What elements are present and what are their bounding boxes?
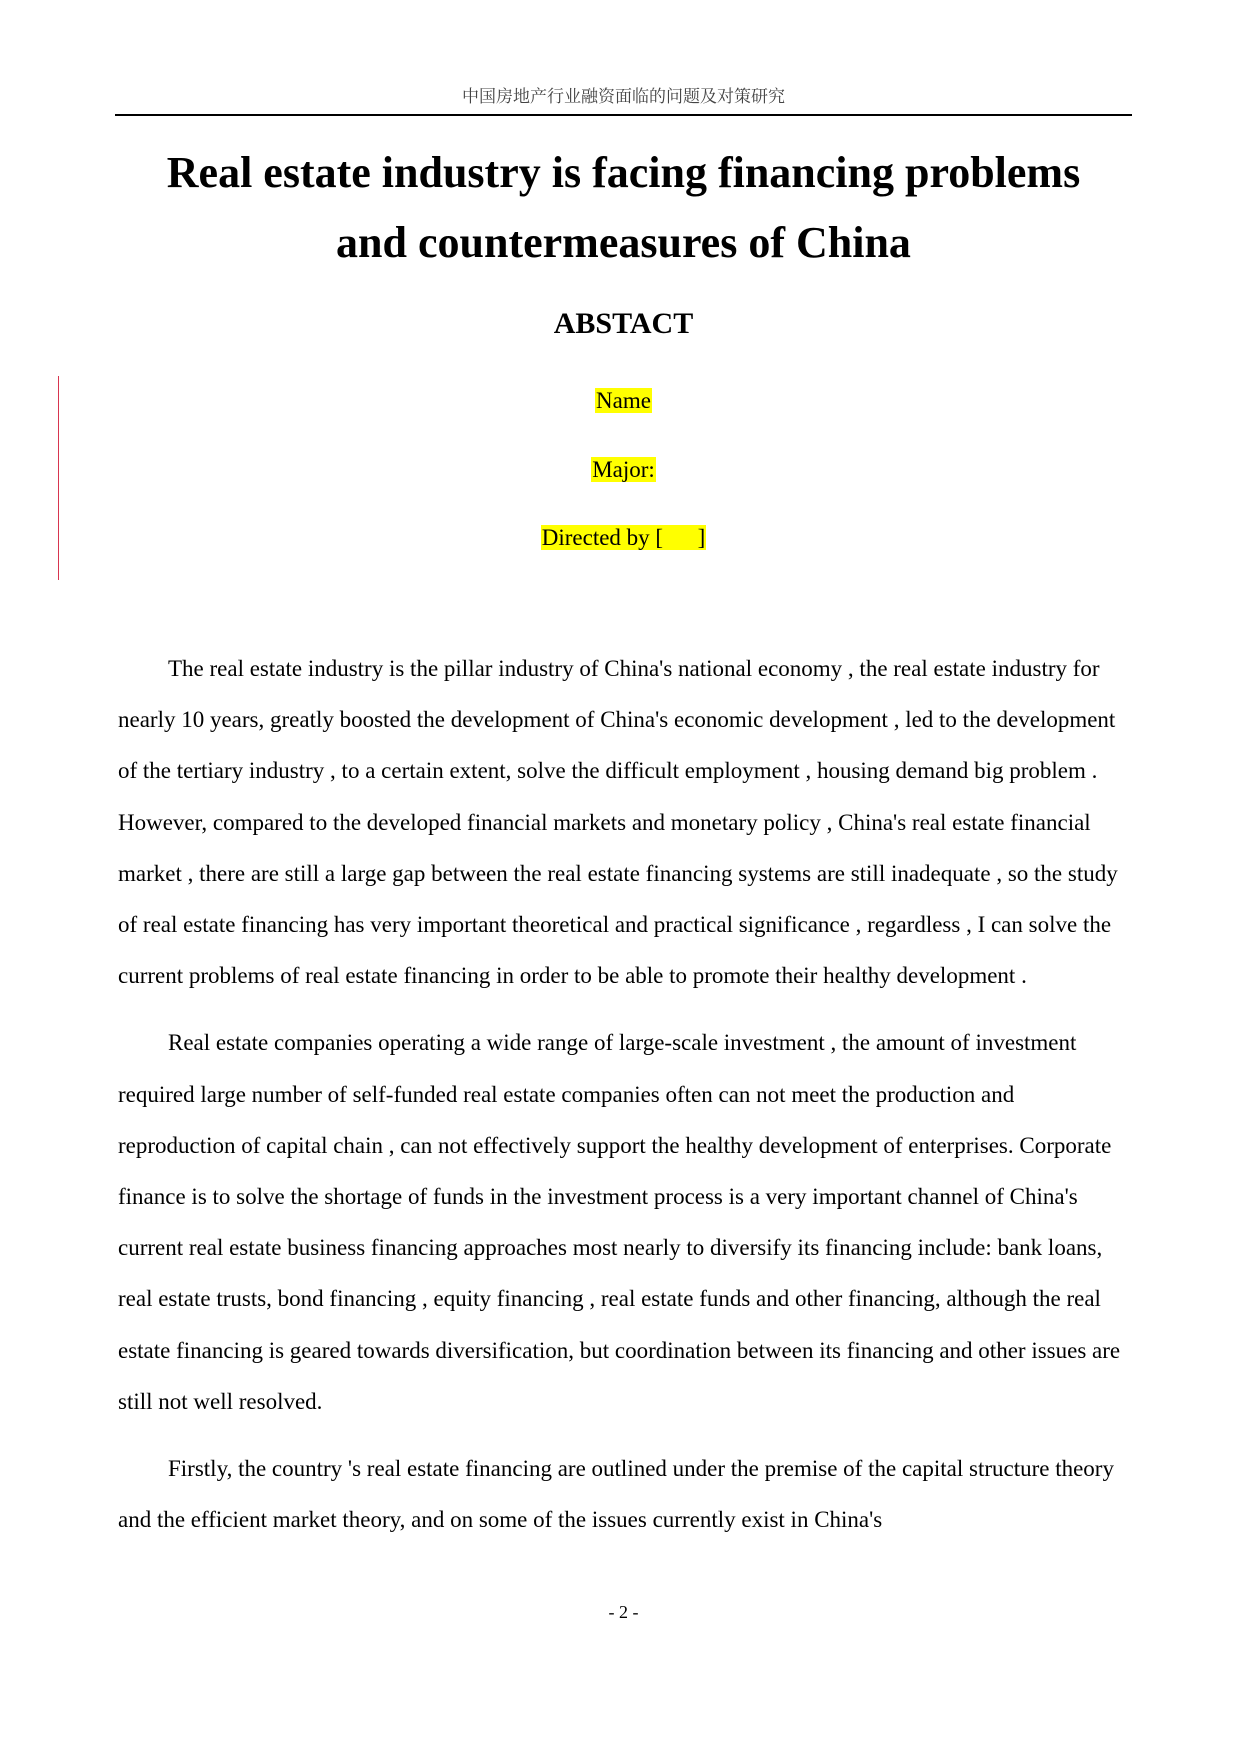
header-rule bbox=[115, 114, 1132, 116]
abstract-paragraph-2: Real estate companies operating a wide range of large-scale investment , the amount of investment required large number of self-funded real estate companies often can not meet the production and reproduction of capital chain , can not effectively support the healthy development of enterprises. Corporate finance is to solve the shortage of funds in the investment process is a very important channel of China's current real estate business financing approaches most nearly to diversify its financing include: bank loans, real estate trusts, bond financing , equity financing , real estate funds and other financing, although the real estate financing is geared towards diversification, but coordination between its financing and other issues are still not well resolved. bbox=[118, 1030, 1121, 1414]
abstract-paragraph-1: The real estate industry is the pillar industry of China's national economy , the real estate industry for nearly 10 years, greatly boosted the development of China's economic development , led to the development of the tertiary industry , to a certain extent, solve the difficult employment , housing demand big problem . However, compared to the developed financial markets and monetary policy , China's real estate financial market , there are still a large gap between the real estate financing systems are still inadequate , so the study of real estate financing has very important theoretical and practical significance , regardless , I can solve the current problems of real estate financing in order to be able to promote their healthy development . bbox=[118, 656, 1118, 989]
abstract-body bbox=[118, 643, 1134, 1561]
abstract-heading: ABSTACT bbox=[553, 307, 694, 340]
page-number: - 2 - bbox=[608, 1602, 639, 1622]
abstract-paragraph-3: Firstly, the country 's real estate financing are outlined under the premise of the capital structure theory and the efficient market theory, and on some of the issues currently exist in China's bbox=[118, 1456, 1114, 1533]
title-line-1: Real estate industry is facing financing problems bbox=[166, 148, 1081, 197]
author-name-field[interactable]: Name bbox=[596, 388, 651, 413]
advisor-field[interactable]: Directed by [ ] bbox=[541, 525, 706, 550]
running-header: 中国房地产行业融资面临的问题及对策研究 bbox=[462, 87, 785, 107]
advisor-line bbox=[115, 523, 1132, 553]
major-line bbox=[115, 455, 1132, 485]
title-line-2: and countermeasures of China bbox=[336, 218, 911, 267]
major-field[interactable]: Major: bbox=[592, 457, 655, 482]
document-title bbox=[115, 138, 1132, 278]
revision-change-bar bbox=[58, 376, 59, 580]
author-name-line bbox=[115, 386, 1132, 416]
